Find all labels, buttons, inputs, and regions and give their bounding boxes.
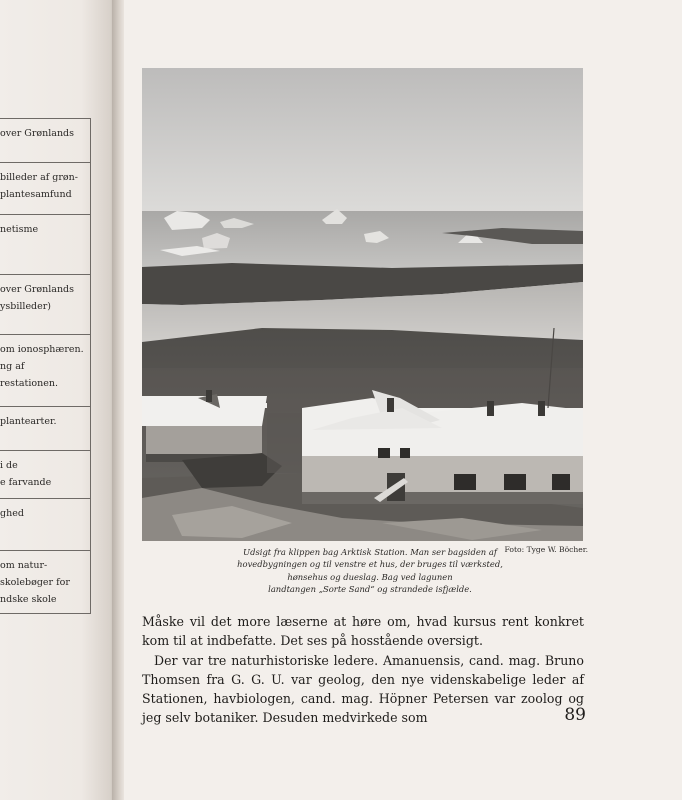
table-cell-text: ghed [0,508,24,519]
table-row [0,450,90,498]
table-row [0,162,90,214]
arctic-station-photo [142,68,583,541]
caption-line: landtangen „Sorte Sand“ og strandede isfjælde. [268,584,472,595]
table-row [0,498,90,550]
table-row [0,214,90,274]
photo-caption [220,546,520,596]
photo-credit: Foto: Tyge W. Böcher. [504,545,588,554]
table-cell-text: over Grønlands [0,128,75,139]
table-cell-text: over Grønlands [0,284,75,295]
table-row [0,406,90,450]
table-row [0,274,90,334]
table-cell-text: plantearter. [0,416,57,427]
table-cell-text: ng af [0,361,25,372]
table-cell-text: netisme [0,224,39,235]
left-page [0,0,116,800]
table-cell-text: billeder af grøn- [0,172,78,183]
table-cell-text: i de [0,460,18,471]
table-row [0,118,90,162]
table-cell-text: restationen. [0,378,58,389]
table-cell-text: om ionosphæren. [0,344,84,355]
page-number: 89 [564,705,586,725]
table-row [0,334,90,406]
table-cell-text: e farvande [0,477,52,488]
table-cell-text: skolebøger for [0,577,70,588]
body-text [142,612,584,728]
paragraph: Der var tre naturhistoriske ledere. Amanuensis, cand. mag. Bruno Thomsen fra G. G. U. var geolog, den nye videnskabelige leder af Stationen, havbiologen, cand. mag. Höpner Petersen var zoolog og jeg selv botaniker. Desuden medvirkede som [142,652,584,726]
caption-line: Udsigt fra klippen bag Arktisk Station. Man ser bagsiden af [243,547,497,557]
table-cell-text: ndske skole [0,594,57,605]
table-cell-text: plantesamfund [0,189,72,200]
course-table [0,118,91,614]
caption-line: hovedbygningen og til venstre et hus, der bruges til værksted, hønsehus og dueslag. Bag ved lagunen [237,559,503,582]
table-row [0,550,90,614]
table-cell-text: ysbilleder) [0,301,52,312]
paragraph: Måske vil det more læserne at høre om, hvad kursus rent konkret kom til at indbefatte. Det ses på hosstående oversigt. [142,614,584,649]
table-cell-text: om natur- [0,560,48,571]
